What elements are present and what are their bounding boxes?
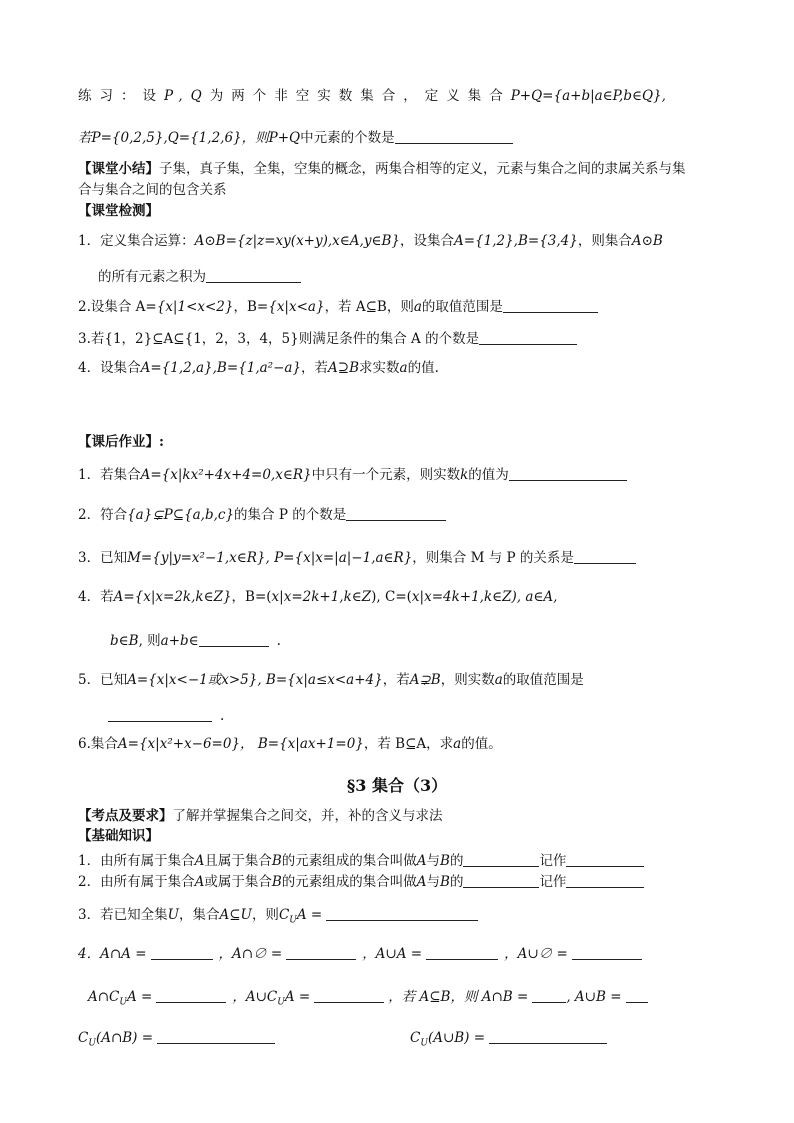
hw-q6-sets: A={x|x²+x−6=0}， B={x|ax+1=0} [117,736,364,752]
answer-blank[interactable] [626,988,648,1003]
b2-text-3: 的元素组成的集合叫做 [281,874,417,890]
answer-blank[interactable] [395,129,513,144]
b5-sub-1: U [119,997,127,1008]
answer-blank[interactable] [199,632,269,647]
homework-q2 [78,506,446,523]
check-q3 [78,330,577,347]
practice-sets: 若P={0,2,5},Q={1,2,6}，则 [78,130,269,146]
b1-text-4: 与 [426,853,441,869]
b5-union: , A∪B = [566,989,622,1005]
b1-text: 1．由所有属于集合 [78,853,195,869]
hw-q4-text-3: ), C=( [371,589,412,605]
b1-text-5: 的 [449,853,464,869]
b5-union-complement: ，A∪C [232,989,278,1005]
hw-q4-period: . [276,633,281,649]
answer-blank[interactable] [509,466,627,481]
b3-text: 3．若已知全集 [78,907,168,923]
practice-sum: P+Q [268,130,301,146]
b3-complement-a: A = [296,907,323,923]
check-q2 [78,298,598,315]
b6-text-2: (A∪B) = [427,1030,486,1046]
b2-set-b-2: B [440,874,450,890]
requirements-label: 【考点及要求】 [78,808,173,824]
b4-intersect-self: 4．A∩A = [78,946,147,962]
hw-q4-set-b: x|x=2k+1,k∈Z [271,589,372,605]
check-q1-text-3: ，则集合 [577,233,632,249]
check-q4-text-3: 求实数 [359,360,400,376]
check-q2-set-b: {x|x<a} [268,299,325,315]
section-requirements [78,810,443,824]
hw-q4-sum: a+b∈ [160,633,199,649]
hw-q4-set-c: x|x=4k+1,k∈Z [411,589,512,605]
answer-blank[interactable] [566,873,644,888]
b6-text-1: (A∩B) = [95,1030,154,1046]
answer-blank[interactable] [463,852,539,867]
hw-q5-relation: A⊋B [409,672,441,688]
summary-line-1 [78,163,686,177]
check-q1-text-2: ，设集合 [399,233,454,249]
hw-q5-period: . [220,708,225,724]
hw-q5-question: 的取值范围是 [502,672,584,688]
basic-q1 [78,852,644,869]
b1-set-b-2: B [440,853,450,869]
summary-label: 【课堂小结】 [78,161,159,177]
hw-q4-text-2: ，B=( [231,589,272,605]
answer-blank[interactable] [108,707,212,722]
b3-text-3: ，则 [251,907,279,923]
b1-set-a: A [194,853,205,869]
answer-blank[interactable] [463,873,539,888]
practice-line-2 [78,129,513,146]
b5-sub-2: U [277,997,285,1008]
b3-text-2: ，集合 [178,907,220,923]
basic-q2 [78,873,644,890]
hw-q4-text-4: ), a∈A, [511,589,558,605]
answer-blank[interactable] [532,988,566,1003]
summary-text-1: 子集，真子集，全集，空集的概念，两集合相等的定义，元素与集合之间的隶属关系与集 [159,161,686,177]
b6-sub-2: U [420,1038,428,1049]
hw-q2-text: 2．符合 [78,507,128,523]
hw-q2-question: 的集合 P 的个数是 [234,507,347,523]
hw-q4-set-a: A={x|x=2k,k∈Z} [113,589,232,605]
check-q2-text-2: ，B= [233,299,269,315]
basic-q6-left [78,1029,275,1049]
answer-blank[interactable] [566,852,644,867]
answer-blank[interactable] [489,1029,607,1044]
b2-notation: 记作 [539,874,567,890]
practice-mid: 为两个非空实数集合，定义集合 [209,88,511,104]
b5-intersect-complement: A∩C [88,989,120,1005]
answer-blank[interactable] [574,549,636,564]
check-q2-question: 的取值范围是 [421,299,503,315]
hw-q5-sets: A={x|x<−1或x>5}, B={x|a≤x<a+4} [127,672,383,688]
check-q2-text: 2.设集合 A= [78,299,157,315]
b2-text-5: 的 [449,874,464,890]
answer-blank[interactable] [286,945,356,960]
hw-q5-text-3: ，则实数 [440,672,495,688]
b5-text-2: A = [284,989,311,1005]
basic-q4 [78,945,642,962]
answer-blank[interactable] [314,988,384,1003]
check-q1-sets: A={1,2},B={3,4} [453,233,578,249]
section-title: §3 集合（3） [346,776,448,795]
b3-complement-sub: U [289,915,297,926]
hw-q6-text-2: ，若 B⊆A，求 [363,736,454,752]
check-q4-sets: A={1,2,a},B={1,a²−a} [140,360,302,376]
summary-line-2 [78,184,227,198]
answer-blank[interactable] [426,945,498,960]
check-q1-line-2 [98,268,301,285]
practice-def: P+Q={a+b|a∈P,b∈Q}, [510,88,666,104]
hw-q5-text-2: ，若 [382,672,410,688]
check-q4-text-2: ，若 [301,360,329,376]
check-q1-op: A⊙B [631,233,663,249]
hw-q5-text: 5．已知 [78,672,128,688]
check-q4 [78,362,439,376]
practice-prefix: 练习：设 [78,88,164,104]
b1-notation: 记作 [539,853,567,869]
answer-blank[interactable] [572,945,642,960]
b2-set-a-2: A [416,874,427,890]
homework-label: 【课后作业】: [78,434,164,450]
check-q1-question: 的所有元素之积为 [98,269,206,285]
homework-q5-line-1 [78,674,584,688]
basic-q6-right [410,1029,607,1049]
basic-q5 [88,988,648,1008]
hw-q1-text: 1．若集合 [78,467,141,483]
b1-text-3: 的元素组成的集合叫做 [281,853,417,869]
practice-question: 中元素的个数是 [300,130,395,146]
check-q4-text: 4．设集合 [78,360,141,376]
b5-if-subset: ，若 A⊆B，则 A∩B = [388,989,529,1005]
hw-q3-sets: M={y|y=x²−1,x∈R}, P={x|x=|a|−1,a∈R} [127,550,413,566]
hw-q6-var: a [453,736,462,752]
answer-blank[interactable] [157,1029,275,1044]
b4-union-self: ，A∪A = [362,946,423,962]
basic-knowledge-label: 【基础知识】 [78,828,159,844]
b2-set-a: A [194,874,205,890]
homework-q4-line-2 [110,632,281,649]
answer-blank[interactable] [151,945,213,960]
homework-q3 [78,549,636,566]
check-q4-text-4: 的值. [407,360,439,376]
hw-q1-set: A={x|kx²+4x+4=0,x∈R} [140,467,312,483]
hw-q3-question: ，则集合 M 与 P 的关系是 [412,550,574,566]
hw-q6-text: 6.集合 [78,736,118,752]
check-q2-text-3: ，若 A⊆B，则 [324,299,414,315]
b4-intersect-empty: ，A∩∅ = [218,946,283,962]
answer-blank[interactable] [479,330,577,345]
hw-q1-question: 的值为 [468,467,509,483]
hw-q4-text: 4．若 [78,589,114,605]
answer-blank[interactable] [156,988,226,1003]
check-q1-text: 1．定义集合运算： [78,233,195,249]
homework-q6 [78,738,502,752]
check-q4-relation: A⊇B [328,360,360,376]
hw-q5-var: a [494,672,503,688]
b3-complement: C [278,907,290,923]
check-q1-line-1 [78,235,663,249]
requirements-text: 了解并掌握集合之间交，并，补的含义与求法 [172,808,443,824]
hw-q6-text-3: 的值。 [461,736,502,752]
b2-text-2: 或属于集合 [204,874,272,890]
homework-q5-line-2 [108,707,224,724]
hw-q1-text-2: 中只有一个元素，则实数 [311,467,461,483]
b2-text: 2．由所有属于集合 [78,874,195,890]
practice-line-1 [78,90,666,104]
summary-text-2: 合与集合之间的包含关系 [78,182,227,198]
basic-q3 [78,906,478,926]
answer-blank[interactable] [346,506,446,521]
hw-q4-b: b∈B [110,633,139,649]
b1-set-a-2: A [416,853,427,869]
b6-sub-1: U [88,1038,96,1049]
homework-q4-line-1 [78,591,557,605]
b1-set-b: B [271,853,282,869]
b2-set-b: B [271,874,282,890]
hw-q4-text-5: , 则 [138,633,161,649]
check-q4-var: a [399,360,408,376]
answer-blank[interactable] [503,298,598,313]
check-q1-formula: A⊙B={z|z=xy(x+y),x∈A,y∈B} [194,233,400,249]
b2-text-4: 与 [426,874,441,890]
b3-subset: A⊆U [219,907,252,923]
b1-text-2: 且属于集合 [204,853,272,869]
check-q2-var: a [413,299,422,315]
b5-text-1: A = [126,989,153,1005]
homework-q1 [78,466,627,483]
hw-q2-relation: {a}⊊P⊆{a,b,c} [127,507,235,523]
hw-q3-text: 3．已知 [78,550,128,566]
b6-complement-2: C [410,1030,421,1046]
check-label: 【课堂检测】 [78,203,159,219]
b6-complement-1: C [78,1030,89,1046]
hw-q1-var: k [460,467,469,483]
practice-vars: P,Q [164,88,210,104]
check-q3-text: 3.若{1，2}⊆A⊆{1，2，3，4，5}则满足条件的集合 A 的个数是 [78,331,480,347]
b4-union-empty: ，A∪∅ = [504,946,568,962]
b3-universal: U [167,907,179,923]
answer-blank[interactable] [326,906,478,921]
answer-blank[interactable] [206,268,301,283]
check-q2-set-a: {x|1<x<2} [156,299,234,315]
